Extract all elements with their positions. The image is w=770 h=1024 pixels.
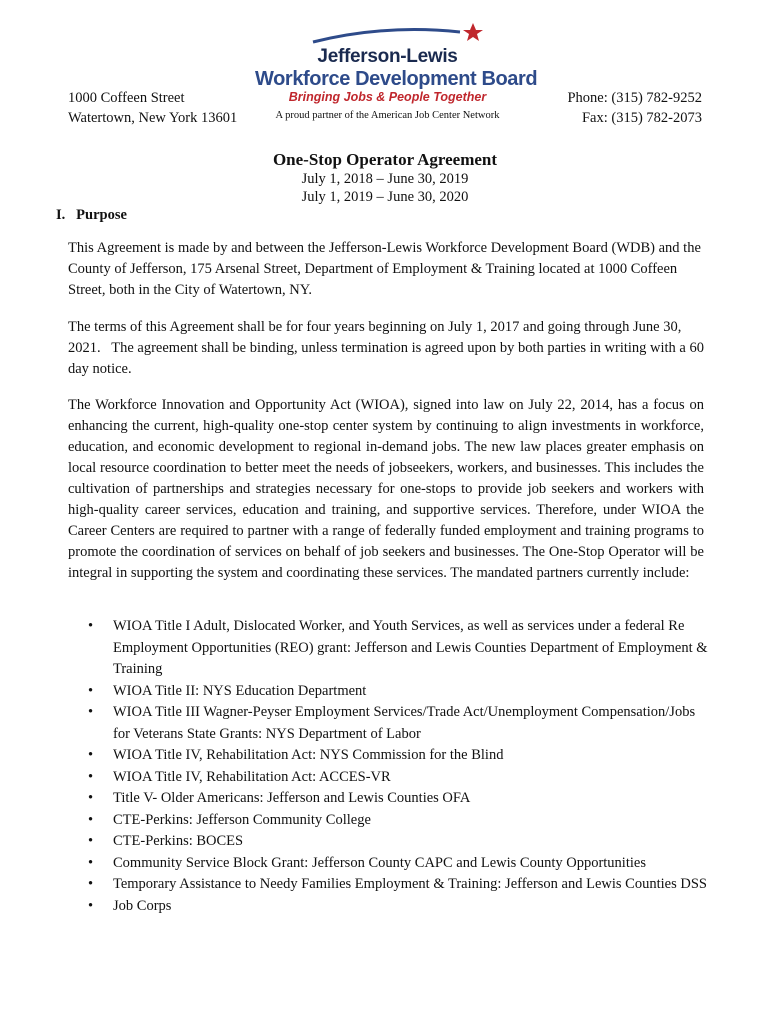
phone: Phone: (315) 782-9252 [567, 90, 702, 106]
paragraph-2: The terms of this Agreement shall be for four years beginning on July 1, 2017 and going through June 30, 2021. The agreement shall be binding, unless termination is agreed upon by both parties in writing with a 60 day notice. [68, 319, 708, 377]
fax: Fax: (315) 782-2073 [581, 110, 702, 126]
list-item: • Temporary Assistance to Needy Families Employment & Training: Jefferson and Lewis Counties DSS [68, 874, 708, 896]
list-item: • WIOA Title III Wagner-Peyser Employment Services/Trade Act/Unemployment Compensation/Jobs for Veterans State Grants: NYS Department of Labor [68, 702, 708, 745]
list-item: • Community Service Block Grant: Jefferson County CAPC and Lewis County Opportunities [68, 853, 708, 875]
logo-line-2: Workforce Development Board [255, 68, 538, 90]
address-line-2: Watertown, New York 13601 [68, 110, 238, 126]
list-item: • WIOA Title IV, Rehabilitation Act: NYS Commission for the Blind [68, 745, 708, 767]
document-title: One-Stop Operator Agreement [272, 150, 498, 169]
logo-tagline: Bringing Jobs & People Together [288, 90, 487, 104]
list-item: • Title V- Older Americans: Jefferson and Lewis Counties OFA [68, 788, 708, 810]
paragraph-3: The Workforce Innovation and Opportunity Act (WIOA), signed into law on July 22, 2014, has a focus on enhancing the current, high-quality one-stop center system by continuing to align investments in workforce, education, and economic development to regional in-demand jobs. The new law places greater emphasis on local resource coordination to better meet the needs of jobseekers, workers, and businesses. This includes the cultivation of partnerships and strategies necessary for one-stops to provide job seekers and workers with high-quality career services, education and training, and supportive services. Therefore, under WIOA the Career Centers are required to partner with a range of federally funded employment and training programs to promote the coordination of services on behalf of job seekers and businesses. The One-Stop Operator will be integral in supporting the system and coordinating these services. The mandated partners currently include: [68, 397, 704, 581]
partner-text: A proud partner of the American Job Center Network [275, 110, 500, 121]
list-item: • WIOA Title IV, Rehabilitation Act: ACCES-VR [68, 767, 708, 789]
list-item: • WIOA Title II: NYS Education Department [68, 681, 708, 703]
list-item: • WIOA Title I Adult, Dislocated Worker, and Youth Services, as well as services under a federal Re Employment Opportunities (REO) grant: Jefferson and Lewis Counties Department of Employment & Training [68, 616, 708, 681]
partners-list [68, 616, 708, 917]
date-range-2: July 1, 2019 – June 30, 2020 [301, 189, 469, 205]
logo-line-1: Jefferson-Lewis [317, 46, 458, 67]
date-range-1: July 1, 2018 – June 30, 2019 [301, 171, 469, 187]
paragraph-1: This Agreement is made by and between the Jefferson-Lewis Workforce Development Board (WDB) and the County of Jefferson, 175 Arsenal Street, Department of Employment & Training located at 1000 Coffeen Street, both in the City of Watertown, NY. [68, 240, 701, 298]
address-line-1: 1000 Coffeen Street [68, 90, 185, 106]
list-item: • CTE-Perkins: Jefferson Community College [68, 810, 708, 832]
star-icon [463, 23, 483, 41]
section-heading: I. Purpose [56, 207, 127, 223]
list-item: • CTE-Perkins: BOCES [68, 831, 708, 853]
list-item: • Job Corps [68, 896, 708, 918]
